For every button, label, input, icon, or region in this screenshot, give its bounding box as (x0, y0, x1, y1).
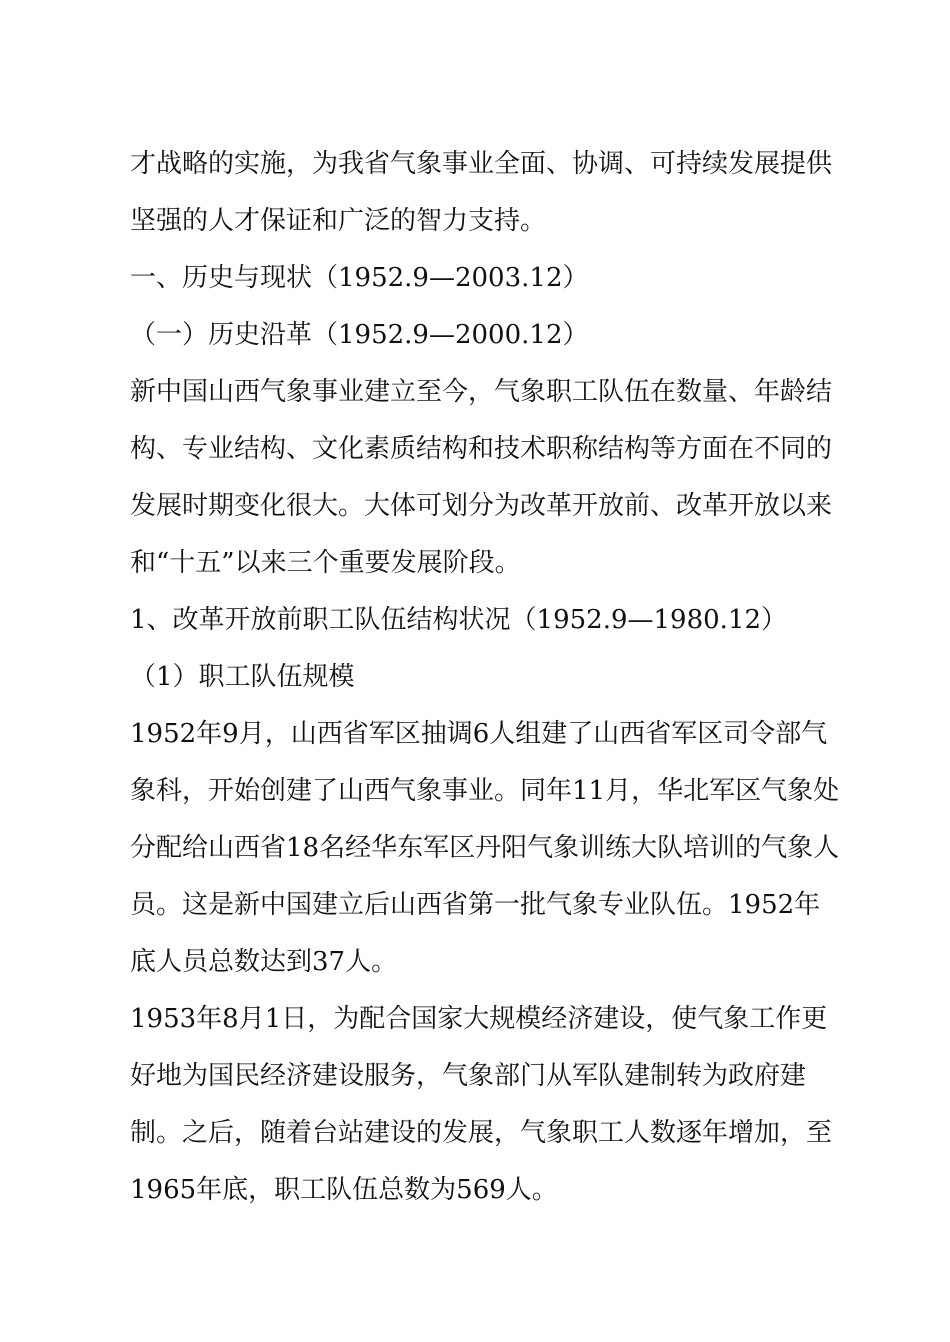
paragraph-overview: 新中国山西气象事业建立至今，气象职工队伍在数量、年龄结构、专业结构、文化素质结构和技术职称结构等方面在不同的发展时期变化很大。大体可划分为改革开放前、改革开放以来和“十五”以来三个重要发展阶段。 (130, 377, 833, 578)
paragraph-1953: 1953年8月1日，为配合国家大规模经济建设，使气象工作更好地为国民经济建设服务，气象部门从军队建制转为政府建制。之后，随着台站建设的发展，气象职工人数逐年增加，至1965年底，职工队伍总数为569人。 (130, 1004, 833, 1205)
section-heading-history-status: 一、历史与现状（1952.9—2003.12） (130, 263, 589, 293)
subsection-heading-workforce-scale: （1）职工队伍规模 (130, 662, 355, 692)
document-body (130, 136, 842, 1219)
paragraph-intro-continuation: 才战略的实施，为我省气象事业全面、协调、可持续发展提供坚强的人才保证和广泛的智力支持。 (130, 149, 833, 236)
subsection-heading-pre-reform: 1、改革开放前职工队伍结构状况（1952.9—1980.12） (130, 605, 788, 635)
subsection-heading-history: （一）历史沿革（1952.9—2000.12） (130, 320, 589, 350)
paragraph-1952: 1952年9月，山西省军区抽调6人组建了山西省军区司令部气象科，开始创建了山西气象事业。同年11月，华北军区气象处分配给山西省18名经华东军区丹阳气象训练大队培训的气象人员。这是新中国建立后山西省第一批气象专业队伍。1952年底人员总数达到37人。 (130, 719, 840, 977)
